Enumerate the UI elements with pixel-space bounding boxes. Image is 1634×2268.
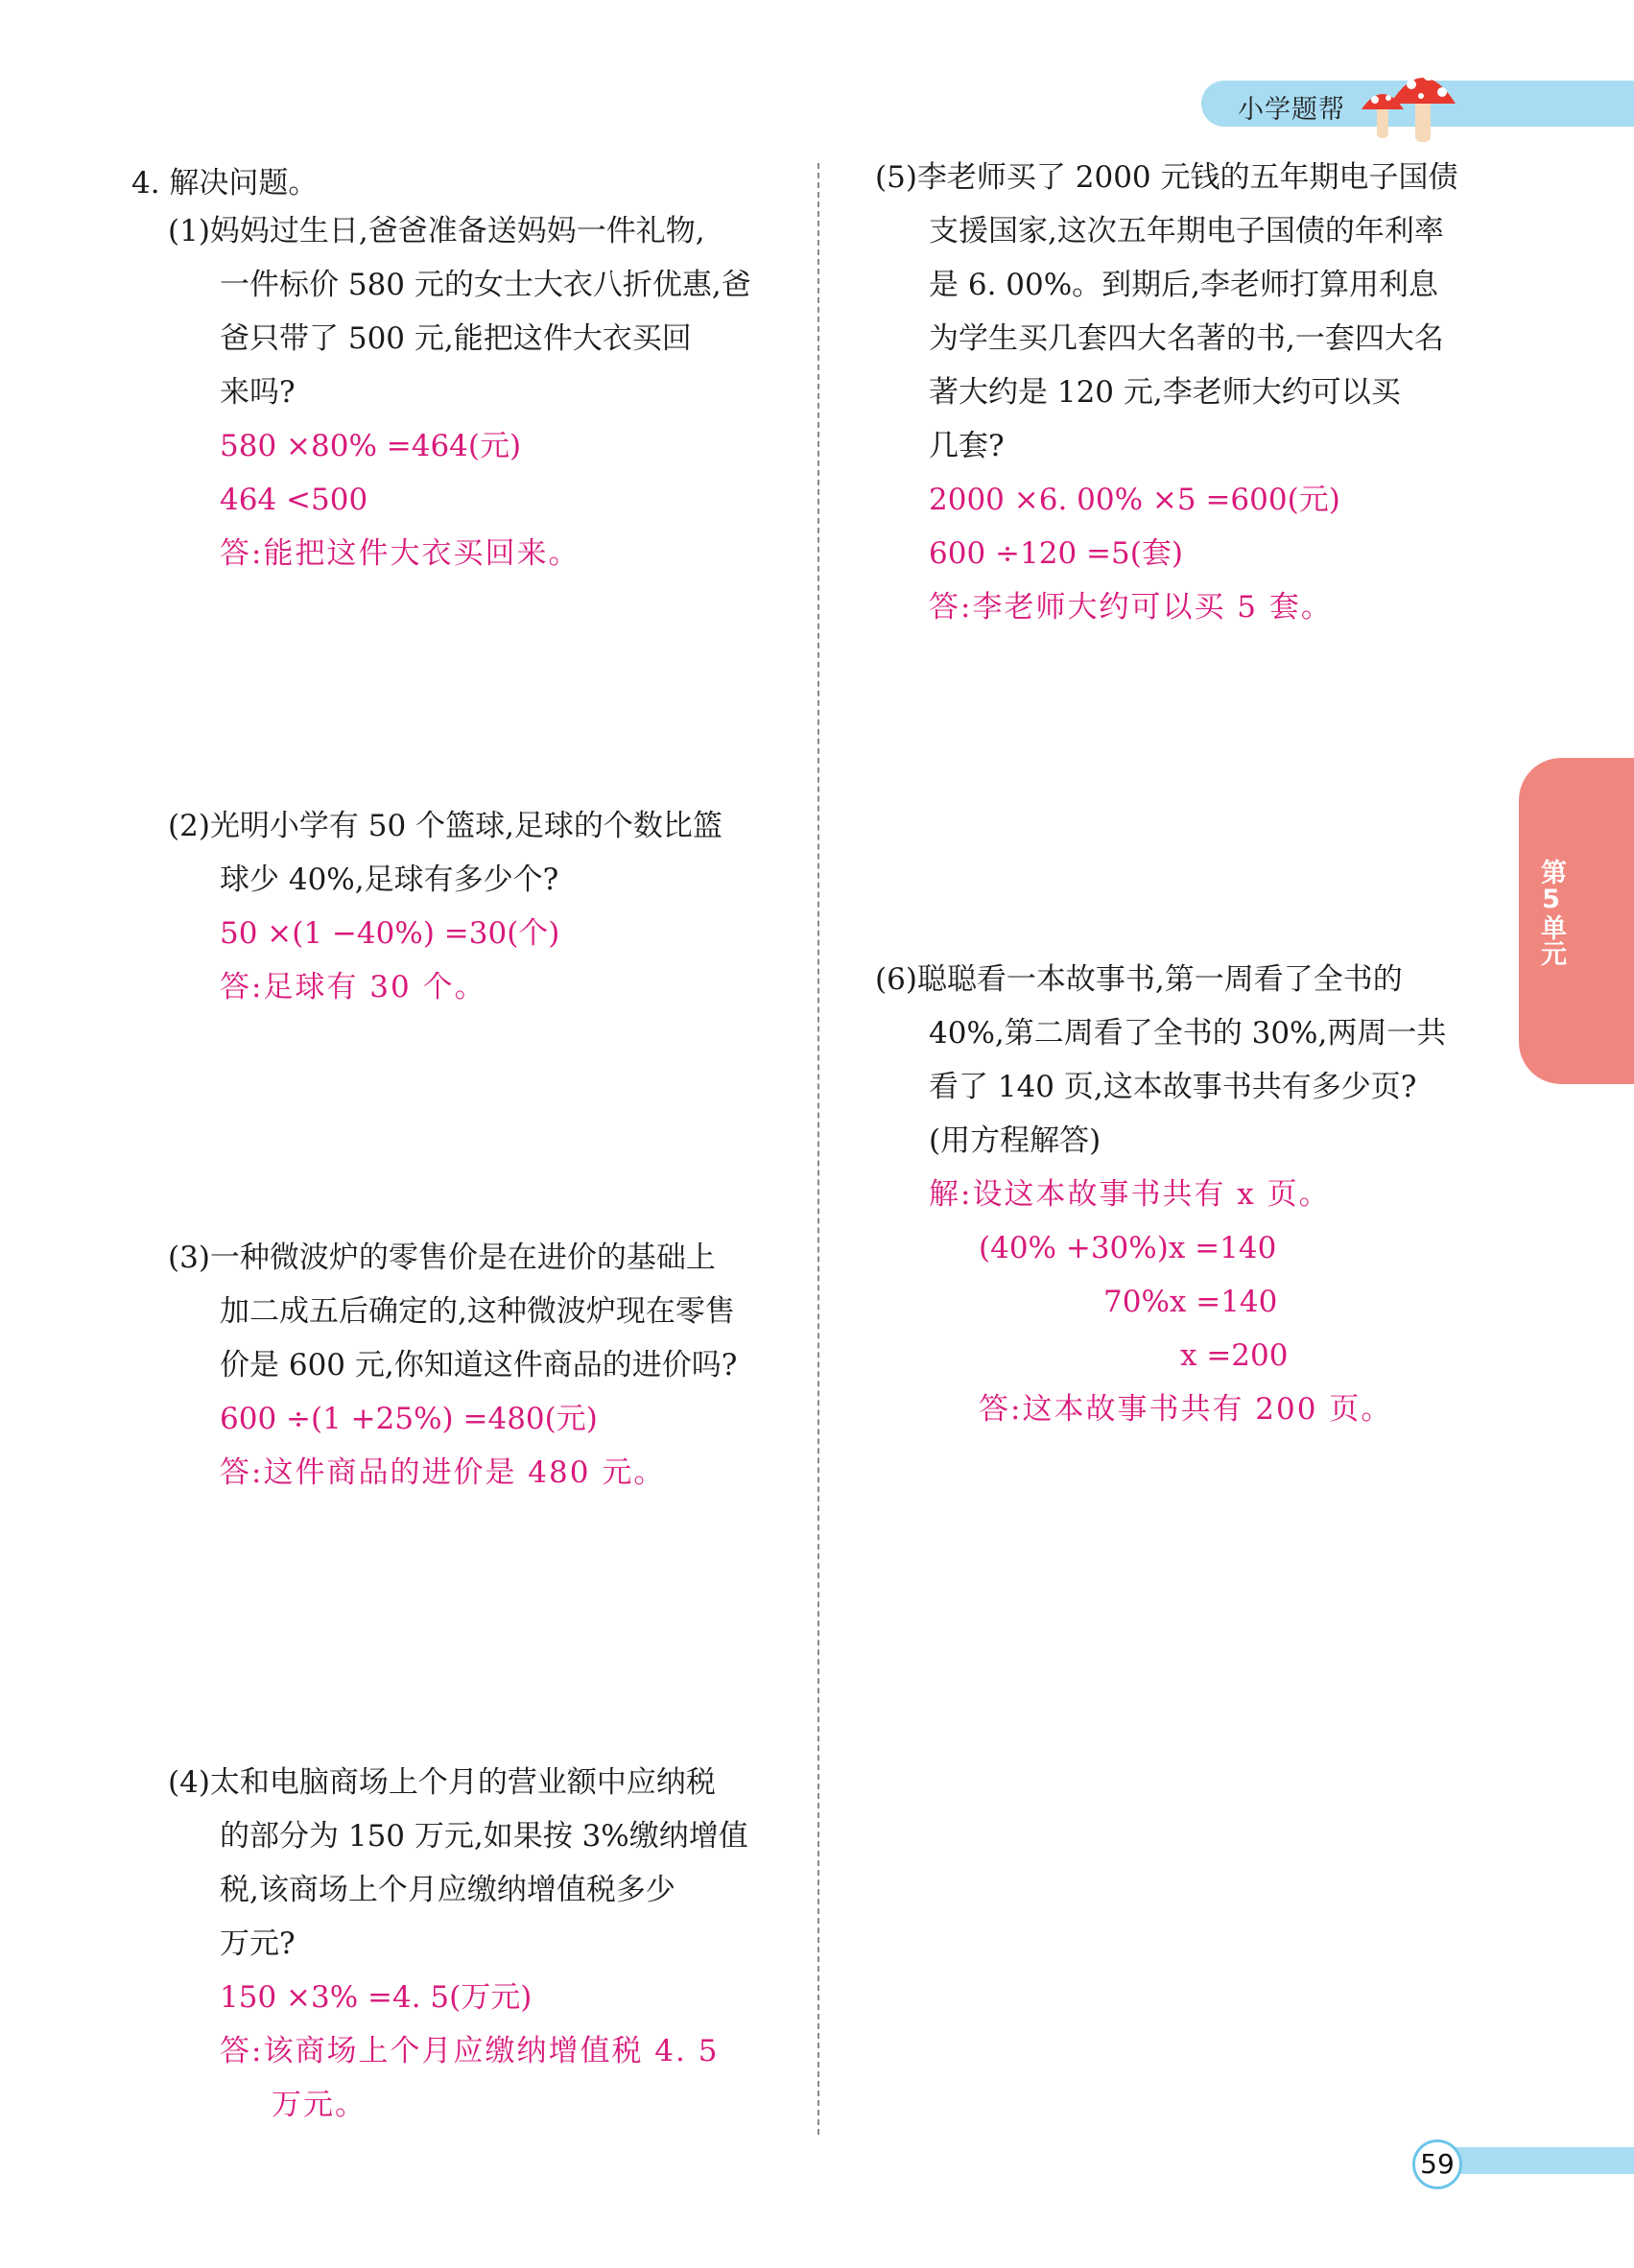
answer-line: 600 ÷120 =5(套) [929, 536, 1183, 571]
page-number: 59 [1420, 2148, 1455, 2180]
question-text: 支援国家,这次五年期电子国债的年利率 [929, 214, 1444, 248]
question-text: 一件标价 580 元的女士大衣八折优惠,爸 [220, 268, 751, 302]
question-text: 来吗? [220, 375, 296, 410]
question-text: (2)光明小学有 50 个篮球,足球的个数比篮 [168, 809, 722, 843]
section-title: 4. 解决问题。 [131, 166, 319, 201]
question-text: (4)太和电脑商场上个月的营业额中应纳税 [168, 1765, 716, 1800]
answer-conclusion: 答:能把这件大衣买回来。 [220, 536, 580, 571]
question-3 [168, 1231, 737, 1500]
question-2 [168, 799, 722, 1014]
question-text: 税,该商场上个月应缴纳增值税多少 [220, 1873, 675, 1907]
answer-line: 解:设这本故事书共有 x 页。 [929, 1177, 1331, 1212]
question-text: (3)一种微波炉的零售价是在进价的基础上 [168, 1240, 716, 1275]
question-text: 加二成五后确定的,这种微波炉现在零售 [220, 1294, 735, 1329]
answer-line: 150 ×3% =4. 5(万元) [220, 1980, 533, 2015]
unit-tab-label: 第5单元 [1536, 859, 1566, 966]
answer-line: 600 ÷(1 +25%) =480(元) [220, 1402, 598, 1436]
question-text: 40%,第二周看了全书的 30%,两周一共 [929, 1016, 1447, 1051]
question-text: 看了 140 页,这本故事书共有多少页? [929, 1070, 1417, 1104]
question-text: 是 6. 00%。到期后,李老师打算用利息 [929, 268, 1439, 302]
question-text: 球少 40%,足球有多少个? [220, 862, 559, 897]
answer-conclusion: 答:该商场上个月应缴纳增值税 4. 5 [220, 2034, 720, 2068]
question-text: 爸只带了 500 元,能把这件大衣买回 [220, 321, 692, 356]
question-6 [875, 953, 1446, 1436]
page-number-bar [1439, 2147, 1634, 2174]
question-5 [875, 151, 1458, 634]
answer-conclusion: 答:这本故事书共有 200 页。 [979, 1392, 1393, 1427]
column-divider [817, 163, 819, 2135]
answer-conclusion: 答:足球有 30 个。 [220, 970, 486, 1004]
answer-line: 50 ×(1 −40%) =30(个) [220, 916, 560, 951]
answer-conclusion: 答:李老师大约可以买 5 套。 [929, 590, 1333, 625]
question-text: 万元? [220, 1926, 296, 1961]
question-4 [168, 1756, 748, 2132]
question-text: 几套? [929, 429, 1005, 463]
equation-line: x =200 [1180, 1338, 1289, 1373]
answer-conclusion: 万元。 [272, 2088, 367, 2122]
question-text: 著大约是 120 元,李老师大约可以买 [929, 375, 1401, 410]
question-text: (5)李老师买了 2000 元钱的五年期电子国债 [875, 160, 1458, 195]
question-text: (6)聪聪看一本故事书,第一周看了全书的 [875, 962, 1403, 997]
equation-line: 70%x =140 [1103, 1285, 1278, 1319]
answer-line: 2000 ×6. 00% ×5 =600(元) [929, 483, 1340, 517]
question-text: 为学生买几套四大名著的书,一套四大名 [929, 321, 1444, 356]
header-title: 小学题帮 [1238, 95, 1345, 125]
question-1 [168, 204, 751, 580]
answer-line: 580 ×80% =464(元) [220, 429, 522, 463]
equation-line: (40% +30%)x =140 [979, 1231, 1277, 1265]
question-text: 价是 600 元,你知道这件商品的进价吗? [220, 1348, 738, 1382]
question-text: (用方程解答) [929, 1123, 1101, 1158]
question-text: 的部分为 150 万元,如果按 3%缴纳增值 [220, 1819, 748, 1854]
answer-line: 464 <500 [220, 483, 368, 517]
mushroom-icon [1348, 56, 1473, 147]
answer-conclusion: 答:这件商品的进价是 480 元。 [220, 1455, 666, 1490]
question-text: (1)妈妈过生日,爸爸准备送妈妈一件礼物, [168, 214, 705, 248]
